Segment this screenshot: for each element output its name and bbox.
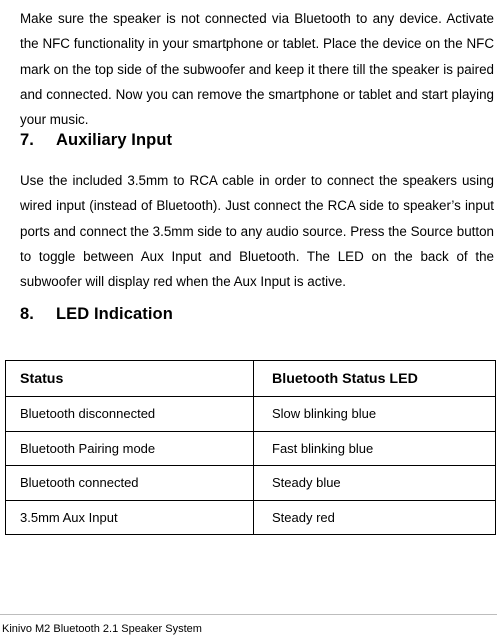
auxiliary-input-paragraph: Use the included 3.5mm to RCA cable in order to connect the speakers using wired input (instead of Bluetooth). Just connect the RCA side to speaker’s input ports and connect the 3.5mm side to any audio source. Press the Source button to toggle between Aux Input and Bluetooth. The LED on the back of the subwoofer will display red when the Aux Input is active. — [20, 173, 494, 290]
column-header-bluetooth-status-led: Bluetooth Status LED — [254, 361, 496, 397]
section-title: Auxiliary Input — [56, 131, 173, 149]
footer-divider — [0, 614, 497, 615]
page-footer: Kinivo M2 Bluetooth 2.1 Speaker System — [2, 623, 202, 635]
table-row — [6, 466, 496, 501]
led-cell: Fast blinking blue — [254, 431, 496, 466]
section-heading-led-indication — [20, 305, 173, 324]
status-cell: 3.5mm Aux Input — [6, 500, 254, 535]
table-row — [6, 397, 496, 432]
led-status-table — [5, 360, 496, 535]
column-header-status: Status — [6, 361, 254, 397]
section-heading-auxiliary-input — [20, 131, 172, 150]
table-row — [6, 431, 496, 466]
section-number: 8. — [20, 305, 34, 323]
status-cell: Bluetooth disconnected — [6, 397, 254, 432]
status-cell: Bluetooth connected — [6, 466, 254, 501]
status-cell: Bluetooth Pairing mode — [6, 431, 254, 466]
table-header-row — [6, 361, 496, 397]
intro-paragraph: Make sure the speaker is not connected via Bluetooth to any device. Activate the NFC functionality in your smartphone or tablet. Place the device on the NFC mark on the top side of the subwoofer and keep it there till the speaker is paired and connected. Now you can remove the smartphone or tablet and start playing your music. — [20, 11, 494, 128]
section-number: 7. — [20, 131, 34, 149]
led-cell: Steady red — [254, 500, 496, 535]
led-cell: Slow blinking blue — [254, 397, 496, 432]
table-row — [6, 500, 496, 535]
section-title: LED Indication — [56, 305, 173, 323]
led-cell: Steady blue — [254, 466, 496, 501]
